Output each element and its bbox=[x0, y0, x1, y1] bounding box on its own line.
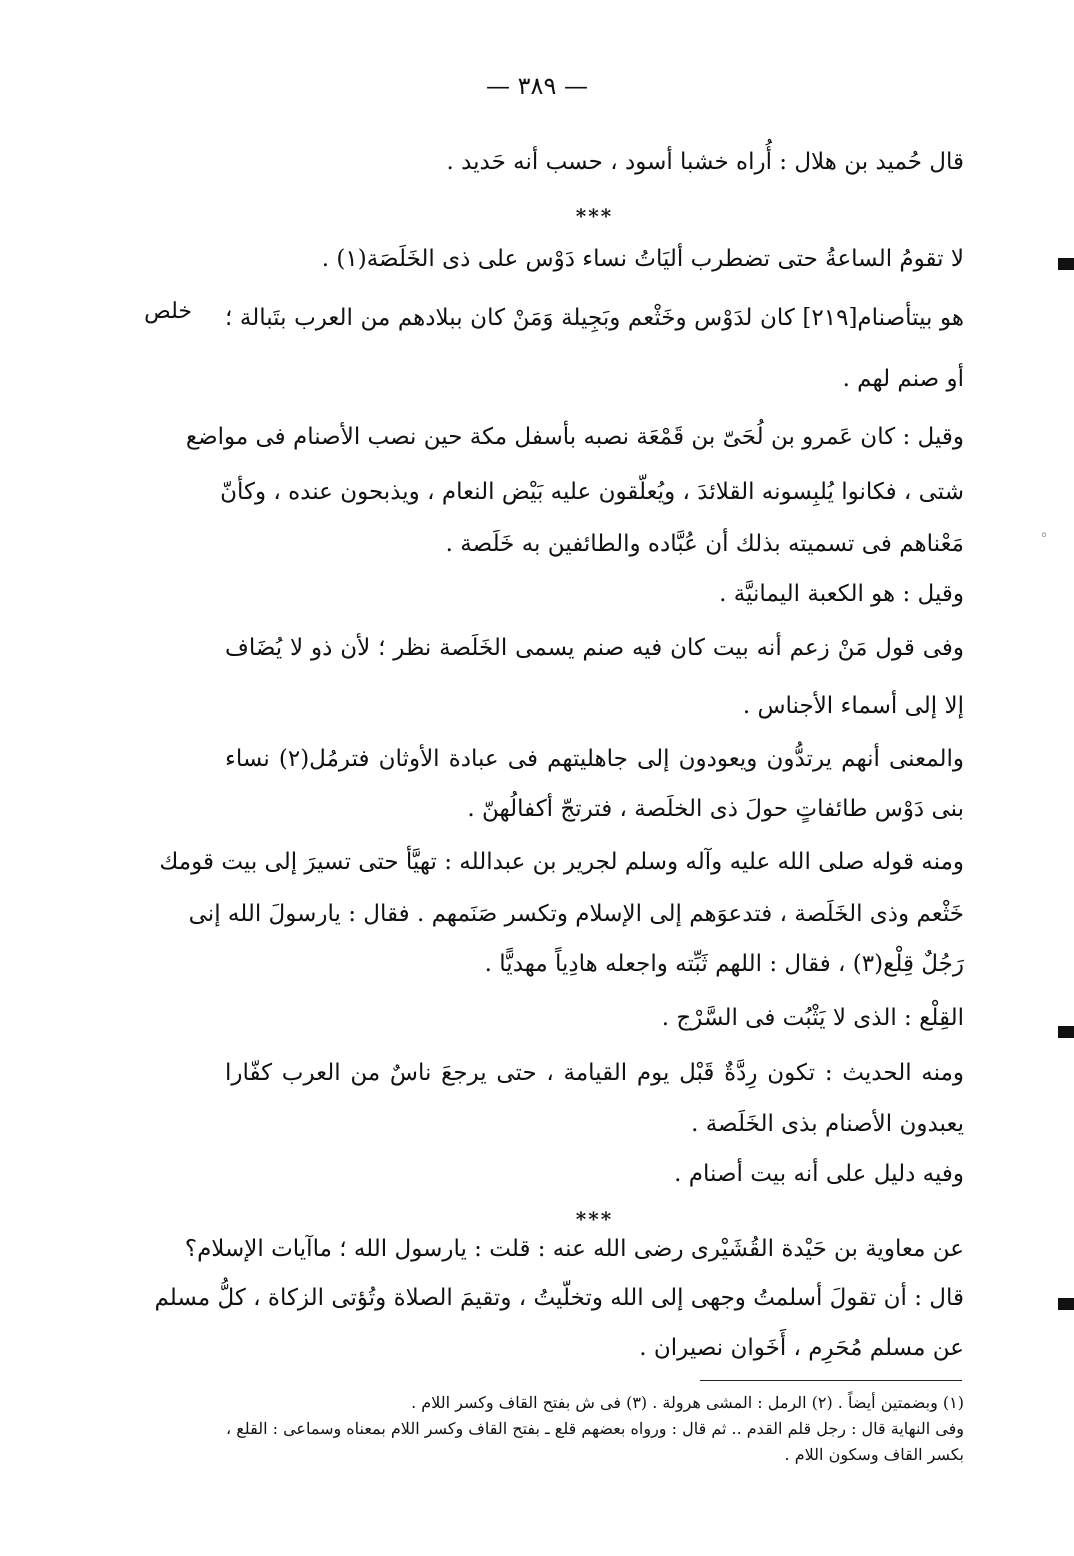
text-line: القِلْع : الذى لا يَثْبُت فى السَّرْج . bbox=[661, 1005, 964, 1031]
scan-speck: ◦ bbox=[1040, 528, 1049, 544]
text-line: هو بيتأصنام[٢١٩] كان لدَوْس وخَثْعم وبَجِيلة وَمَنْ كان ببلادهم من العرب بتَبالة ؛ bbox=[225, 305, 964, 331]
text-line: إلا إلى أسماء الأجناس . bbox=[742, 693, 964, 719]
footnote-line: وفى النهاية قال : رجل قلم القدم .. ثم قال : ورواه بعضهم قلع ـ بفتح القاف وكسر اللام بمعناه وسماعى : القلع ، bbox=[226, 1419, 964, 1438]
footnote-line: بكسر القاف وسكون اللام . bbox=[784, 1445, 964, 1464]
text-line: وفى قول مَنْ زعم أنه بيت كان فيه صنم يسمى الخَلَصة نظر ؛ لأن ذو لا يُضَاف bbox=[225, 635, 964, 661]
page-number: — ٣٨٩ — bbox=[486, 72, 588, 100]
text-line: قال حُميد بن هلال : أُراه خشبا أسود ، حسب أنه حَديد . bbox=[446, 149, 964, 175]
binding-mark bbox=[1058, 258, 1074, 270]
text-line: شتى ، فكانوا يُلبِسونه القلائدَ ، ويُعلّقون عليه بَيْض النعام ، ويذبحون عنده ، وكأنّ bbox=[220, 479, 964, 505]
binding-mark bbox=[1058, 1298, 1074, 1310]
text-line: وقيل : هو الكعبة اليمانيَّة . bbox=[719, 581, 964, 607]
text-line: ومنه قوله صلى الله عليه وآله وسلم لجرير بن عبدالله : تهيَّأ حتى تسيرَ إلى بيت قومك bbox=[159, 849, 964, 875]
text-line: خَثْعم وذى الخَلَصة ، فتدعوَهم إلى الإسلام وتكسر صَنَمهم . فقال : يارسولَ الله إنى bbox=[188, 901, 964, 927]
text-line: والمعنى أنهم يرتدُّون ويعودون إلى جاهليتهم فى عبادة الأوثان فترمُل(٢) نساء bbox=[225, 746, 964, 772]
footnote-rule bbox=[700, 1380, 962, 1381]
text-line: وفيه دليل على أنه بيت أصنام . bbox=[674, 1161, 964, 1187]
text-line: بنى دَوْس طائفاتٍ حولَ ذى الخلَصة ، فترتجّ أكفالُهنّ . bbox=[467, 796, 964, 822]
section-separator: *** bbox=[575, 1207, 614, 1231]
text-line: قال : أن تقولَ أسلمتُ وجهى إلى الله وتخلّيتُ ، وتقيمَ الصلاة وتُؤتى الزكاة ، كلُّ مسلم bbox=[154, 1285, 964, 1311]
text-line: لا تقومُ الساعةُ حتى تضطرب أليَاتُ نساء دَوْس على ذى الخَلَصَة(١) . bbox=[321, 246, 964, 272]
text-line: وقيل : كان عَمرو بن لُحَىّ بن قَمْعَة نصبه بأسفل مكة حين نصب الأصنام فى مواضع bbox=[185, 424, 964, 450]
text-line: عن مسلم مُحَرِم ، أَخَوان نصيران . bbox=[639, 1335, 964, 1361]
text-line: يعبدون الأصنام بذى الخَلَصة . bbox=[691, 1111, 964, 1137]
binding-mark bbox=[1058, 1026, 1074, 1038]
text-line: أو صنم لهم . bbox=[842, 366, 964, 392]
section-separator: *** bbox=[575, 204, 614, 228]
text-line: عن معاوية بن حَيْدة القُشَيْرى رضى الله عنه : قلت : يارسول الله ؛ ماآيات الإسلام؟ bbox=[184, 1236, 964, 1262]
margin-note: خلص bbox=[144, 299, 192, 324]
text-line: مَعْناهم فى تسميته بذلك أن عُبَّاده والطائفين به خَلَصة . bbox=[445, 531, 964, 557]
text-line: رَجُلٌ قِلْع(٣) ، فقال : اللهم ثَبِّته واجعله هادِياً مهديًّا . bbox=[484, 951, 964, 977]
footnote-line: (١) وبضمتين أيضاً . (٢) الرمل : المشى هرولة . (٣) فى ش بفتح القاف وكسر اللام . bbox=[411, 1393, 964, 1412]
text-line: ومنه الحديث : تكون رِدَّةٌ قَبْل يوم القيامة ، حتى يرجعَ ناسٌ من العرب كفّارا bbox=[225, 1060, 964, 1086]
